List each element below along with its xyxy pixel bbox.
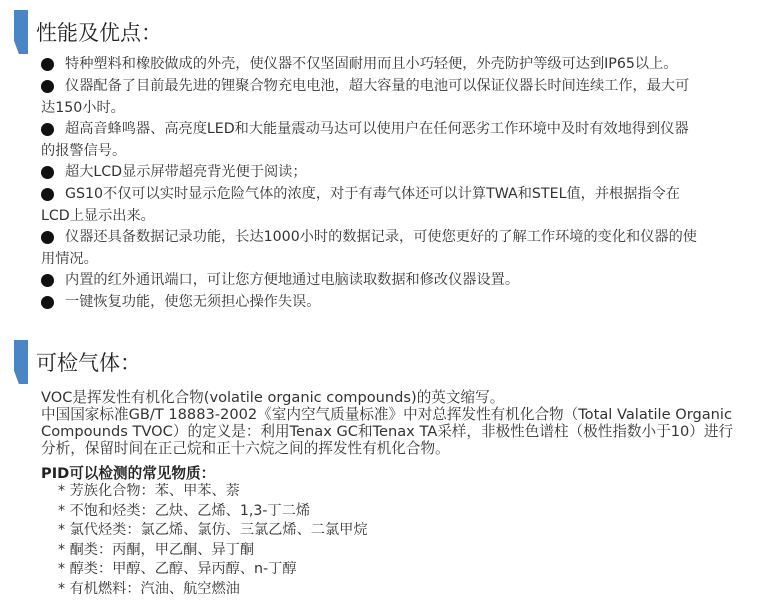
pid-substance-item: * 酮类：丙酮，甲乙酮、异丁酮 <box>58 541 255 558</box>
section-accent-marker <box>14 340 28 384</box>
feature-text-line: 仪器配备了目前最先进的锂聚合物充电电池，超大容量的电池可以保证仪器长时间连续工作，最大可 <box>65 78 690 94</box>
feature-item <box>41 270 767 292</box>
voc-line: 中国国家标准GB/T 18883-2002《室内空气质量标准》中对总挥发性有机化合物（Total Valatile Organic <box>41 406 732 423</box>
feature-text-line: 超大LCD显示屏带超亮背光便于阅读； <box>65 164 307 180</box>
pid-title: PID可以检测的常见物质： <box>41 465 216 482</box>
feature-text-line: 达150小时。 <box>41 99 125 116</box>
voc-paragraph <box>41 389 771 457</box>
feature-text-line: 一键恢复功能，使您无须担心操作失误。 <box>65 294 321 310</box>
feature-item <box>41 184 767 227</box>
feature-item <box>41 54 767 76</box>
feature-text-line: 的报警信号。 <box>41 142 127 159</box>
feature-text-line: 用情况。 <box>41 250 98 267</box>
feature-text-line: GS10不仅可以实时显示危险气体的浓度，对于有毒气体还可以计算TWA和STEL值，并根据指令在 <box>65 186 680 202</box>
pid-substance-list <box>58 482 368 600</box>
pid-substance-item: * 醇类：甲醇、乙醇、异丙醇、n-丁醇 <box>58 561 297 578</box>
gases-section-title: 可检气体： <box>36 351 141 375</box>
performance-section-header <box>0 10 780 54</box>
gases-section-header <box>0 340 780 384</box>
performance-section-title: 性能及优点： <box>36 21 162 45</box>
feature-text-line: 特种塑料和橡胶做成的外壳，使仪器不仅坚固耐用而且小巧轻便，外壳防护等级可达到IP65以上。 <box>65 56 678 72</box>
pid-substance-item: * 不饱和烃类：乙炔、乙烯、1,3-丁二烯 <box>58 502 311 519</box>
feature-item <box>41 292 767 314</box>
section-accent-marker <box>14 10 28 54</box>
feature-item <box>41 119 767 162</box>
feature-item <box>41 227 767 270</box>
pid-substance-item: * 芳族化合物：苯、甲苯、萘 <box>58 483 240 499</box>
voc-line: Compounds TVOC）的定义是：利用Tenax GC和Tenax TA采样，非极性色谱柱（极性指数小于10）进行 <box>41 423 734 440</box>
feature-text-line: 仪器还具备数据记录功能，长达1000小时的数据记录，可使您更好的了解工作环境的变化和仪器的使 <box>65 229 697 245</box>
feature-item <box>41 162 767 184</box>
pid-substance-item: * 有机燃料：汽油、航空燃油 <box>58 580 240 597</box>
feature-text-line: 内置的红外通讯端口，可让您方便地通过电脑读取数据和修改仪器设置。 <box>65 272 520 288</box>
feature-text-line: LCD上显示出来。 <box>41 207 155 224</box>
voc-line: VOC是挥发性有机化合物(volatile organic compounds)的英文缩写。 <box>41 389 505 406</box>
voc-line: 分析，保留时间在正己烷和正十六烷之间的挥发性有机化合物。 <box>41 440 450 457</box>
feature-text-line: 超高音蜂鸣器、高亮度LED和大能量震动马达可以使用户在任何恶劣工作环境中及时有效地得到仪器 <box>65 121 689 137</box>
feature-item <box>41 76 767 119</box>
pid-substance-item: * 氯代烃类：氯乙烯、氯仿、三氯乙烯、二氯甲烷 <box>58 522 368 539</box>
